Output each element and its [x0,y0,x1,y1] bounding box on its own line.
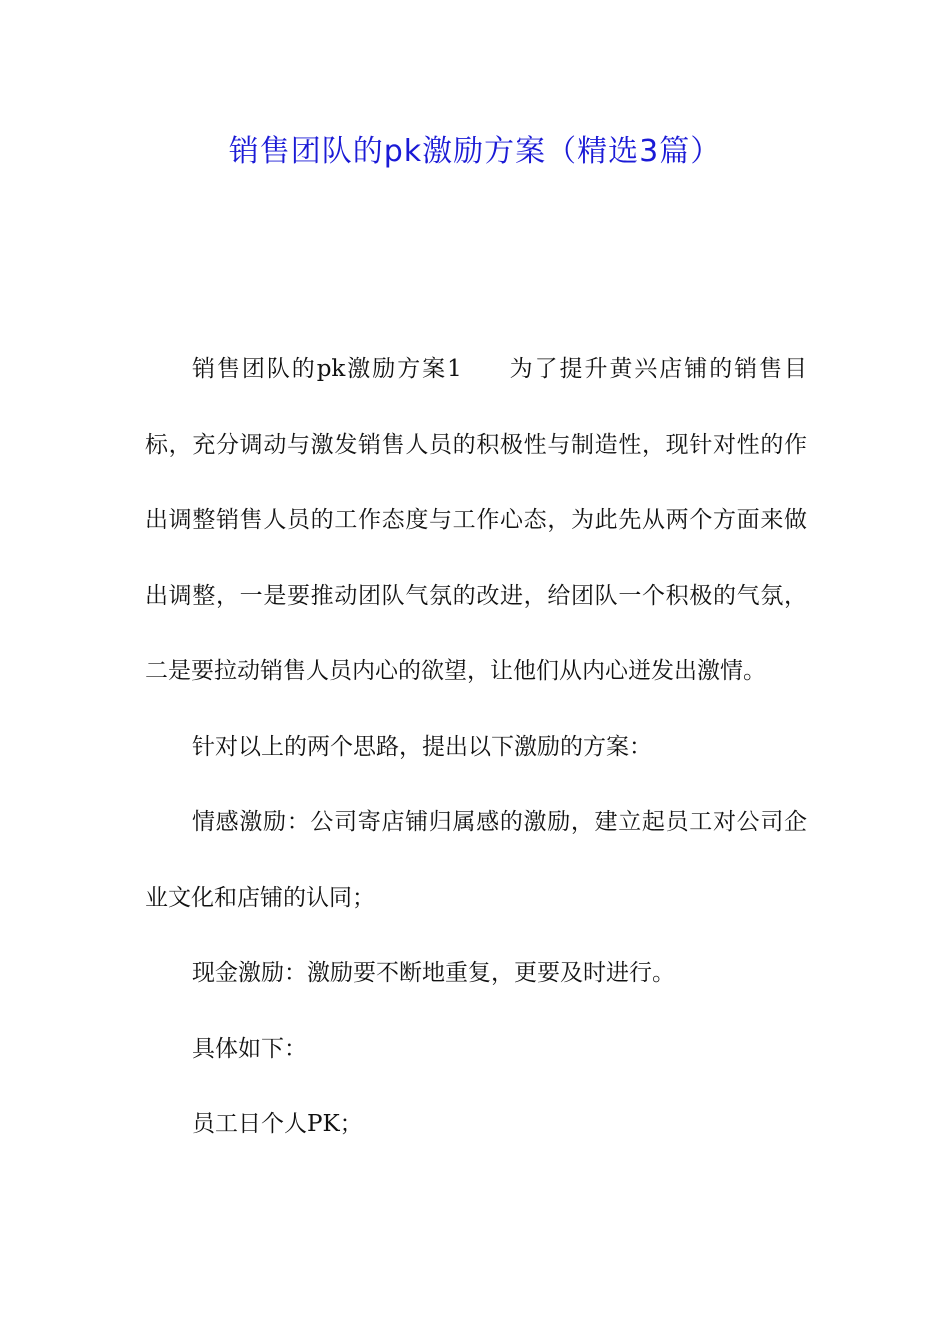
paragraph-6: 员工日个人PK； [192,1111,363,1137]
paragraph-4: 现金激励：激励要不断地重复，更要及时进行。 [192,960,675,986]
paragraph-5: 具体如下： [192,1035,307,1062]
paragraph-2: 针对以上的两个思路，提出以下激励的方案： [192,733,652,760]
paragraph-text: 为了提升黄兴店铺的销售目标，充分调动与激发销售人员的积极性与制造性，现针对性的作出调整销售人员的工作态度与工作心态，为此先从两个方面来做出调整，一是要推动团队气氛的改进，给团队一个积极的气氛，二是要拉动销售人员内心的欲望，让他们从内心迸发出激情。 [145,356,808,684]
document-body [145,332,807,1163]
document-title: 销售团队的pk激励方案（精选3篇） [228,134,722,169]
paragraph-3: 情感激励：公司寄店铺归属感的激励，建立起员工对公司企业文化和店铺的认同； [145,809,807,911]
paragraph-1 [145,332,807,710]
section-heading: 销售团队的pk激励方案1 [192,356,462,382]
